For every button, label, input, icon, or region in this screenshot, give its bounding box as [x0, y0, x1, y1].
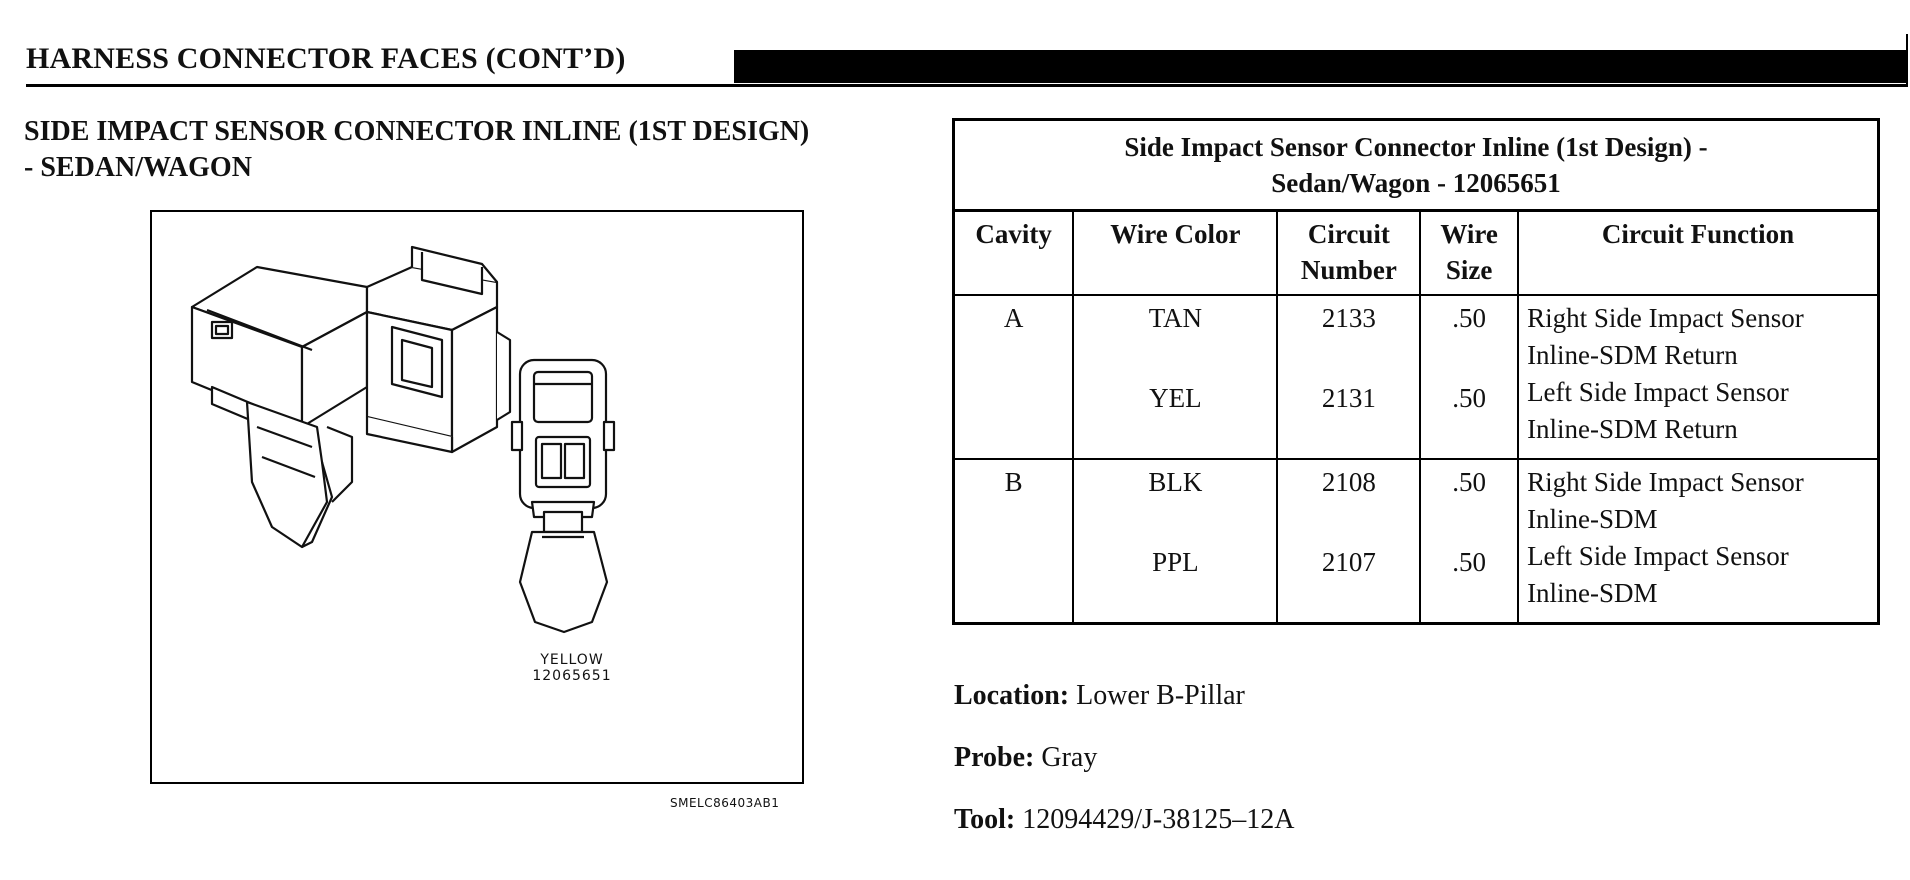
circuit-function-cell: Right Side Impact Sensor Inline-SDM Return Left Side Impact Sensor Inline-SDM Return	[1518, 295, 1878, 459]
tool-value: 12094429/J-38125–12A	[1022, 804, 1295, 835]
page-header	[26, 34, 1908, 87]
pinout-table	[952, 118, 1880, 625]
connector-figure	[150, 210, 804, 784]
table-header-row	[954, 211, 1879, 296]
left-connector-lever	[247, 402, 327, 547]
figure-color-label: YELLOW	[540, 652, 604, 668]
header-right-edge	[1906, 34, 1908, 84]
section-title	[24, 114, 954, 186]
right-housing-side	[452, 307, 497, 452]
table-caption-row	[954, 120, 1879, 211]
face-connector-tongue	[520, 532, 607, 632]
table-caption: Side Impact Sensor Connector Inline (1st Design) - Sedan/Wagon - 12065651	[954, 120, 1879, 211]
location-value: Lower B-Pillar	[1076, 680, 1245, 711]
tool-label: Tool:	[954, 804, 1016, 835]
face-cavity-b	[565, 444, 584, 478]
face-cavity-a	[542, 444, 561, 478]
header-wire-size: Wire Size	[1420, 211, 1518, 296]
location-line	[954, 680, 1245, 712]
circuit-number-cell: 2133 2131	[1277, 295, 1420, 459]
probe-value: Gray	[1041, 742, 1098, 773]
wire-color-cell: BLK PPL	[1073, 459, 1277, 624]
page-title: HARNESS CONNECTOR FACES (CONT’D)	[26, 42, 632, 76]
probe-label: Probe:	[954, 742, 1035, 773]
figure-part-number: 12065651	[532, 668, 612, 684]
header-rule-bar	[734, 50, 1908, 83]
header-wire-color: Wire Color	[1073, 211, 1277, 296]
wire-color-cell: TAN YEL	[1073, 295, 1277, 459]
circuit-number-cell: 2108 2107	[1277, 459, 1420, 624]
tool-line	[954, 804, 1294, 836]
wire-size-cell: .50 .50	[1420, 459, 1518, 624]
circuit-function-cell: Right Side Impact Sensor Inline-SDM Left Side Impact Sensor Inline-SDM	[1518, 459, 1878, 624]
probe-line	[954, 742, 1097, 774]
table-row	[954, 295, 1879, 459]
wire-size-cell: .50 .50	[1420, 295, 1518, 459]
header-cavity: Cavity	[954, 211, 1074, 296]
table-row	[954, 459, 1879, 624]
cavity-cell: A	[954, 295, 1074, 459]
section-title-line1: SIDE IMPACT SENSOR CONNECTOR INLINE (1ST DESIGN)	[24, 116, 810, 147]
section-title-line2: - SEDAN/WAGON	[24, 152, 252, 183]
connector-illustration	[152, 212, 802, 782]
figure-label	[522, 652, 622, 684]
figure-code: SMELC86403AB1	[670, 796, 780, 810]
header-circuit-function: Circuit Function	[1518, 211, 1878, 296]
location-label: Location:	[954, 680, 1070, 711]
cavity-cell: B	[954, 459, 1074, 624]
header-circuit-number: Circuit Number	[1277, 211, 1420, 296]
